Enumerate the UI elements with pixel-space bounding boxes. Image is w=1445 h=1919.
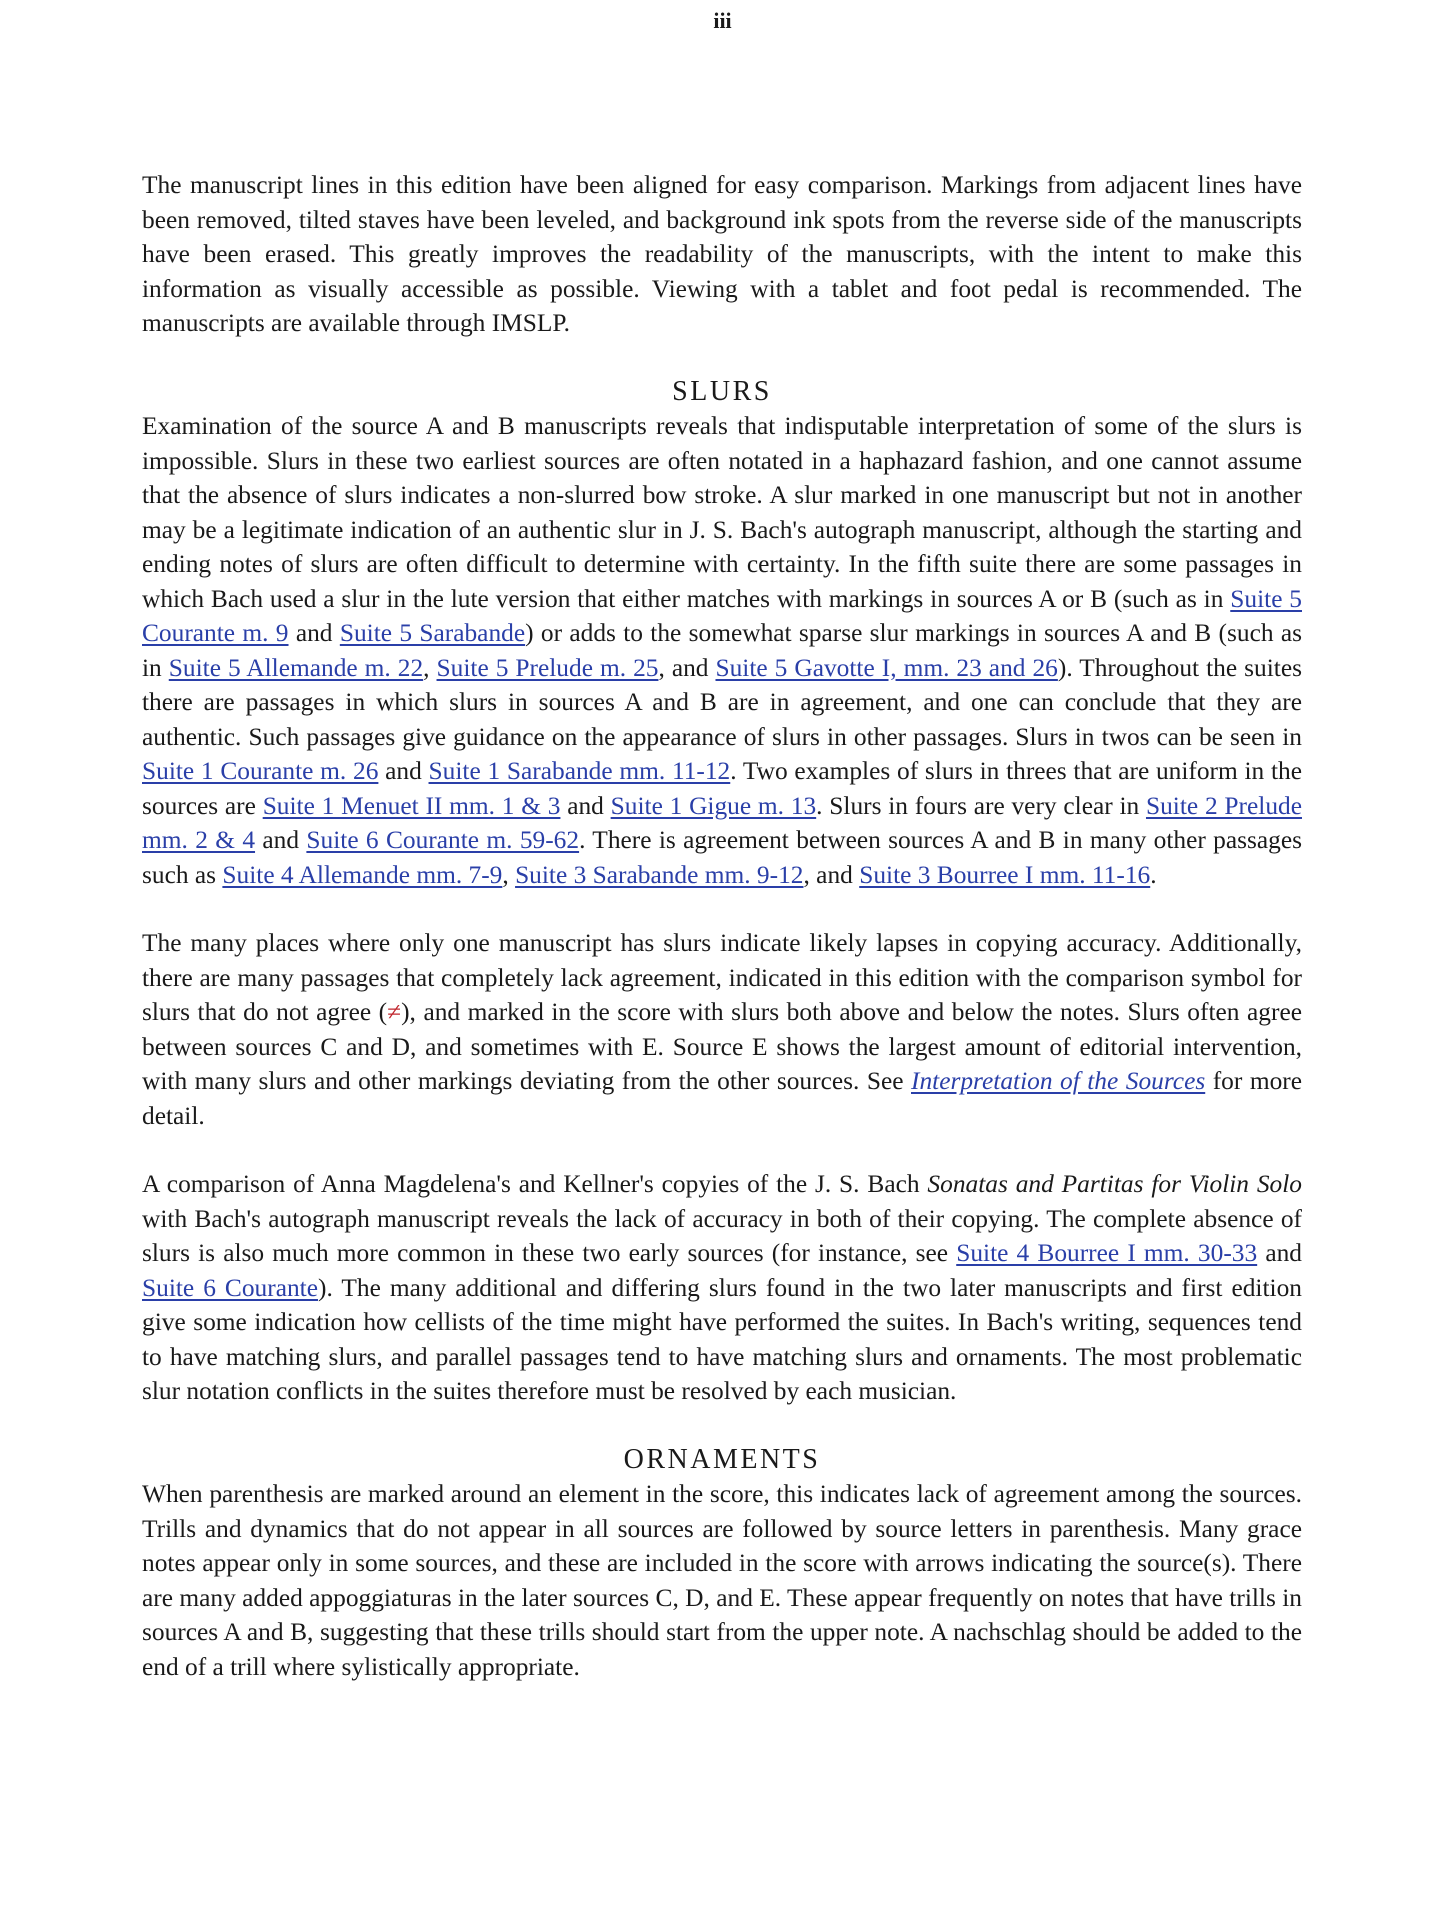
link-suite1-sarabande-mm11-12[interactable]: Suite 1 Sarabande mm. 11-12 (428, 757, 731, 785)
slurs-paragraph-2: The many places where only one manuscript has slurs indicate likely lapses in copying accuracy. Additionally, there are many passages that completely lack agreement, indicated in this edition with the comparison symbol for slurs that do not agree (≠), and marked in the score with slurs both above and below the notes. Slurs often agree between sources C and D, and sometimes with E. Source E shows the largest amount of editorial intervention, with many slurs and other markings deviating from the other sources. See Interpretation of the Sources for more detail. (142, 929, 1302, 1130)
link-interpretation-of-sources[interactable]: Interpretation of the Sources (911, 1067, 1206, 1095)
slurs-paragraph-1: Examination of the source A and B manuscripts reveals that indisputable interpretation of some of the slurs is impossible. Slurs in these two earliest sources are often notated in a haphazard fashion, and one cannot assume that the absence of slurs indicates a non-slurred bow stroke. A slur marked in one manuscript but not in another may be a legitimate indication of an authentic slur in J. S. Bach's autograph manuscript, although the starting and ending notes of slurs are often difficult to determine with certainty. In the fifth suite there are some passages in which Bach used a slur in the lute version that either matches with markings in sources A or B (such as in Suite 5 Courante m. 9 and Suite 5 Sarabande) or adds to the somewhat sparse slur markings in sources A and B (such as in Suite 5 Allemande m. 22, Suite 5 Prelude m. 25, and Suite 5 Gavotte I, mm. 23 and 26). Throughout the suites there are passages in which slurs in sources A and B are in agreement, and one can conclude that they are authentic. Such passages give guidance on the appearance of slurs in other passages. Slurs in twos can be seen in Suite 1 Courante m. 26 and Suite 1 Sarabande mm. 11-12. Two examples of slurs in threes that are uniform in the sources are Suite 1 Menuet II mm. 1 & 3 and Suite 1 Gigue m. 13. Slurs in fours are very clear in Suite 2 Prelude mm. 2 & 4 and Suite 6 Courante m. 59-62. There is agreement between sources A and B in many other passages such as Suite 4 Allemande mm. 7-9, Suite 3 Sarabande mm. 9-12, and Suite 3 Bourree I mm. 11-16. (142, 412, 1303, 889)
slurs-paragraph-3: A comparison of Anna Magdelena's and Kellner's copyies of the J. S. Bach Sonatas and Partitas for Violin Solo with Bach's autograph manuscript reveals the lack of accuracy in both of their copying. The complete absence of slurs is also much more common in these two early sources (for instance, see Suite 4 Bourree I mm. 30-33 and Suite 6 Courante). The many additional and differing slurs found in the two later manuscripts and first edition give some indication how cellists of the time might have performed the suites. In Bach's writing, sequences tend to have matching slurs, and parallel passages tend to have matching slurs and ornaments. The most problematic slur notation conflicts in the suites therefore must be resolved by each musician. (142, 1170, 1302, 1405)
link-suite1-gigue-m13[interactable]: Suite 1 Gigue m. 13 (610, 791, 817, 820)
not-equal-symbol: ≠ (387, 998, 402, 1026)
link-suite1-menuet2-mm1-3[interactable]: Suite 1 Menuet II mm. 1 & 3 (262, 791, 561, 820)
link-suite4-allemande-mm7-9[interactable]: Suite 4 Allemande mm. 7-9 (222, 860, 503, 889)
slurs-heading: SLURS (672, 375, 772, 407)
link-suite6-courante-m59-62[interactable]: Suite 6 Courante m. 59-62 (306, 826, 580, 854)
link-suite5-sarabande[interactable]: Suite 5 Sarabande (339, 619, 526, 647)
link-suite3-bourree1-mm11-16[interactable]: Suite 3 Bourree I mm. 11-16 (859, 860, 1151, 889)
link-suite5-courante-m9[interactable]: Suite 5 Courante m. 9 (142, 584, 1302, 647)
link-suite5-allemande-m22[interactable]: Suite 5 Allemande m. 22 (168, 653, 424, 682)
link-suite1-courante-m26[interactable]: Suite 1 Courante m. 26 (142, 757, 379, 785)
link-suite2-prelude-mm2-4[interactable]: Suite 2 Prelude mm. 2 & 4 (142, 791, 1302, 854)
link-suite5-prelude-m25[interactable]: Suite 5 Prelude m. 25 (436, 653, 659, 682)
ornaments-heading: ORNAMENTS (623, 1443, 821, 1475)
intro-paragraph: The manuscript lines in this edition have been aligned for easy comparison. Markings from adjacent lines have been removed, tilted staves have been leveled, and background ink spots from the reverse side of the manuscripts have been erased. This greatly improves the readability of the manuscripts, with the intent to make this information as visually accessible as possible. Viewing with a tablet and foot pedal is recommended. The manuscripts are available through IMSLP. (142, 171, 1302, 337)
page-number: iii (713, 8, 732, 33)
work-title: Sonatas and Partitas for Violin Solo (927, 1170, 1302, 1198)
link-suite3-sarabande-mm9-12[interactable]: Suite 3 Sarabande mm. 9-12 (515, 860, 804, 889)
link-suite4-bourree1-mm30-33[interactable]: Suite 4 Bourree I mm. 30-33 (956, 1239, 1258, 1267)
ornaments-paragraph: When parenthesis are marked around an element in the score, this indicates lack of agreement among the sources. Trills and dynamics that do not appear in all sources are followed by source letters in parenthesis. Many grace notes appear only in some sources, and these are included in the score with arrows indicating the source(s). There are many added appoggiaturas in the later sources C, D, and E. These appear frequently on notes that have trills in sources A and B, suggesting that these trills should start from the upper note. A nachschlag should be added to the end of a trill where sylistically appropriate. (142, 1480, 1302, 1681)
page-body (142, 168, 1302, 1684)
link-suite5-gavotte1-mm23-26[interactable]: Suite 5 Gavotte I, mm. 23 and 26 (715, 653, 1058, 682)
link-suite6-courante[interactable]: Suite 6 Courante (142, 1273, 318, 1302)
